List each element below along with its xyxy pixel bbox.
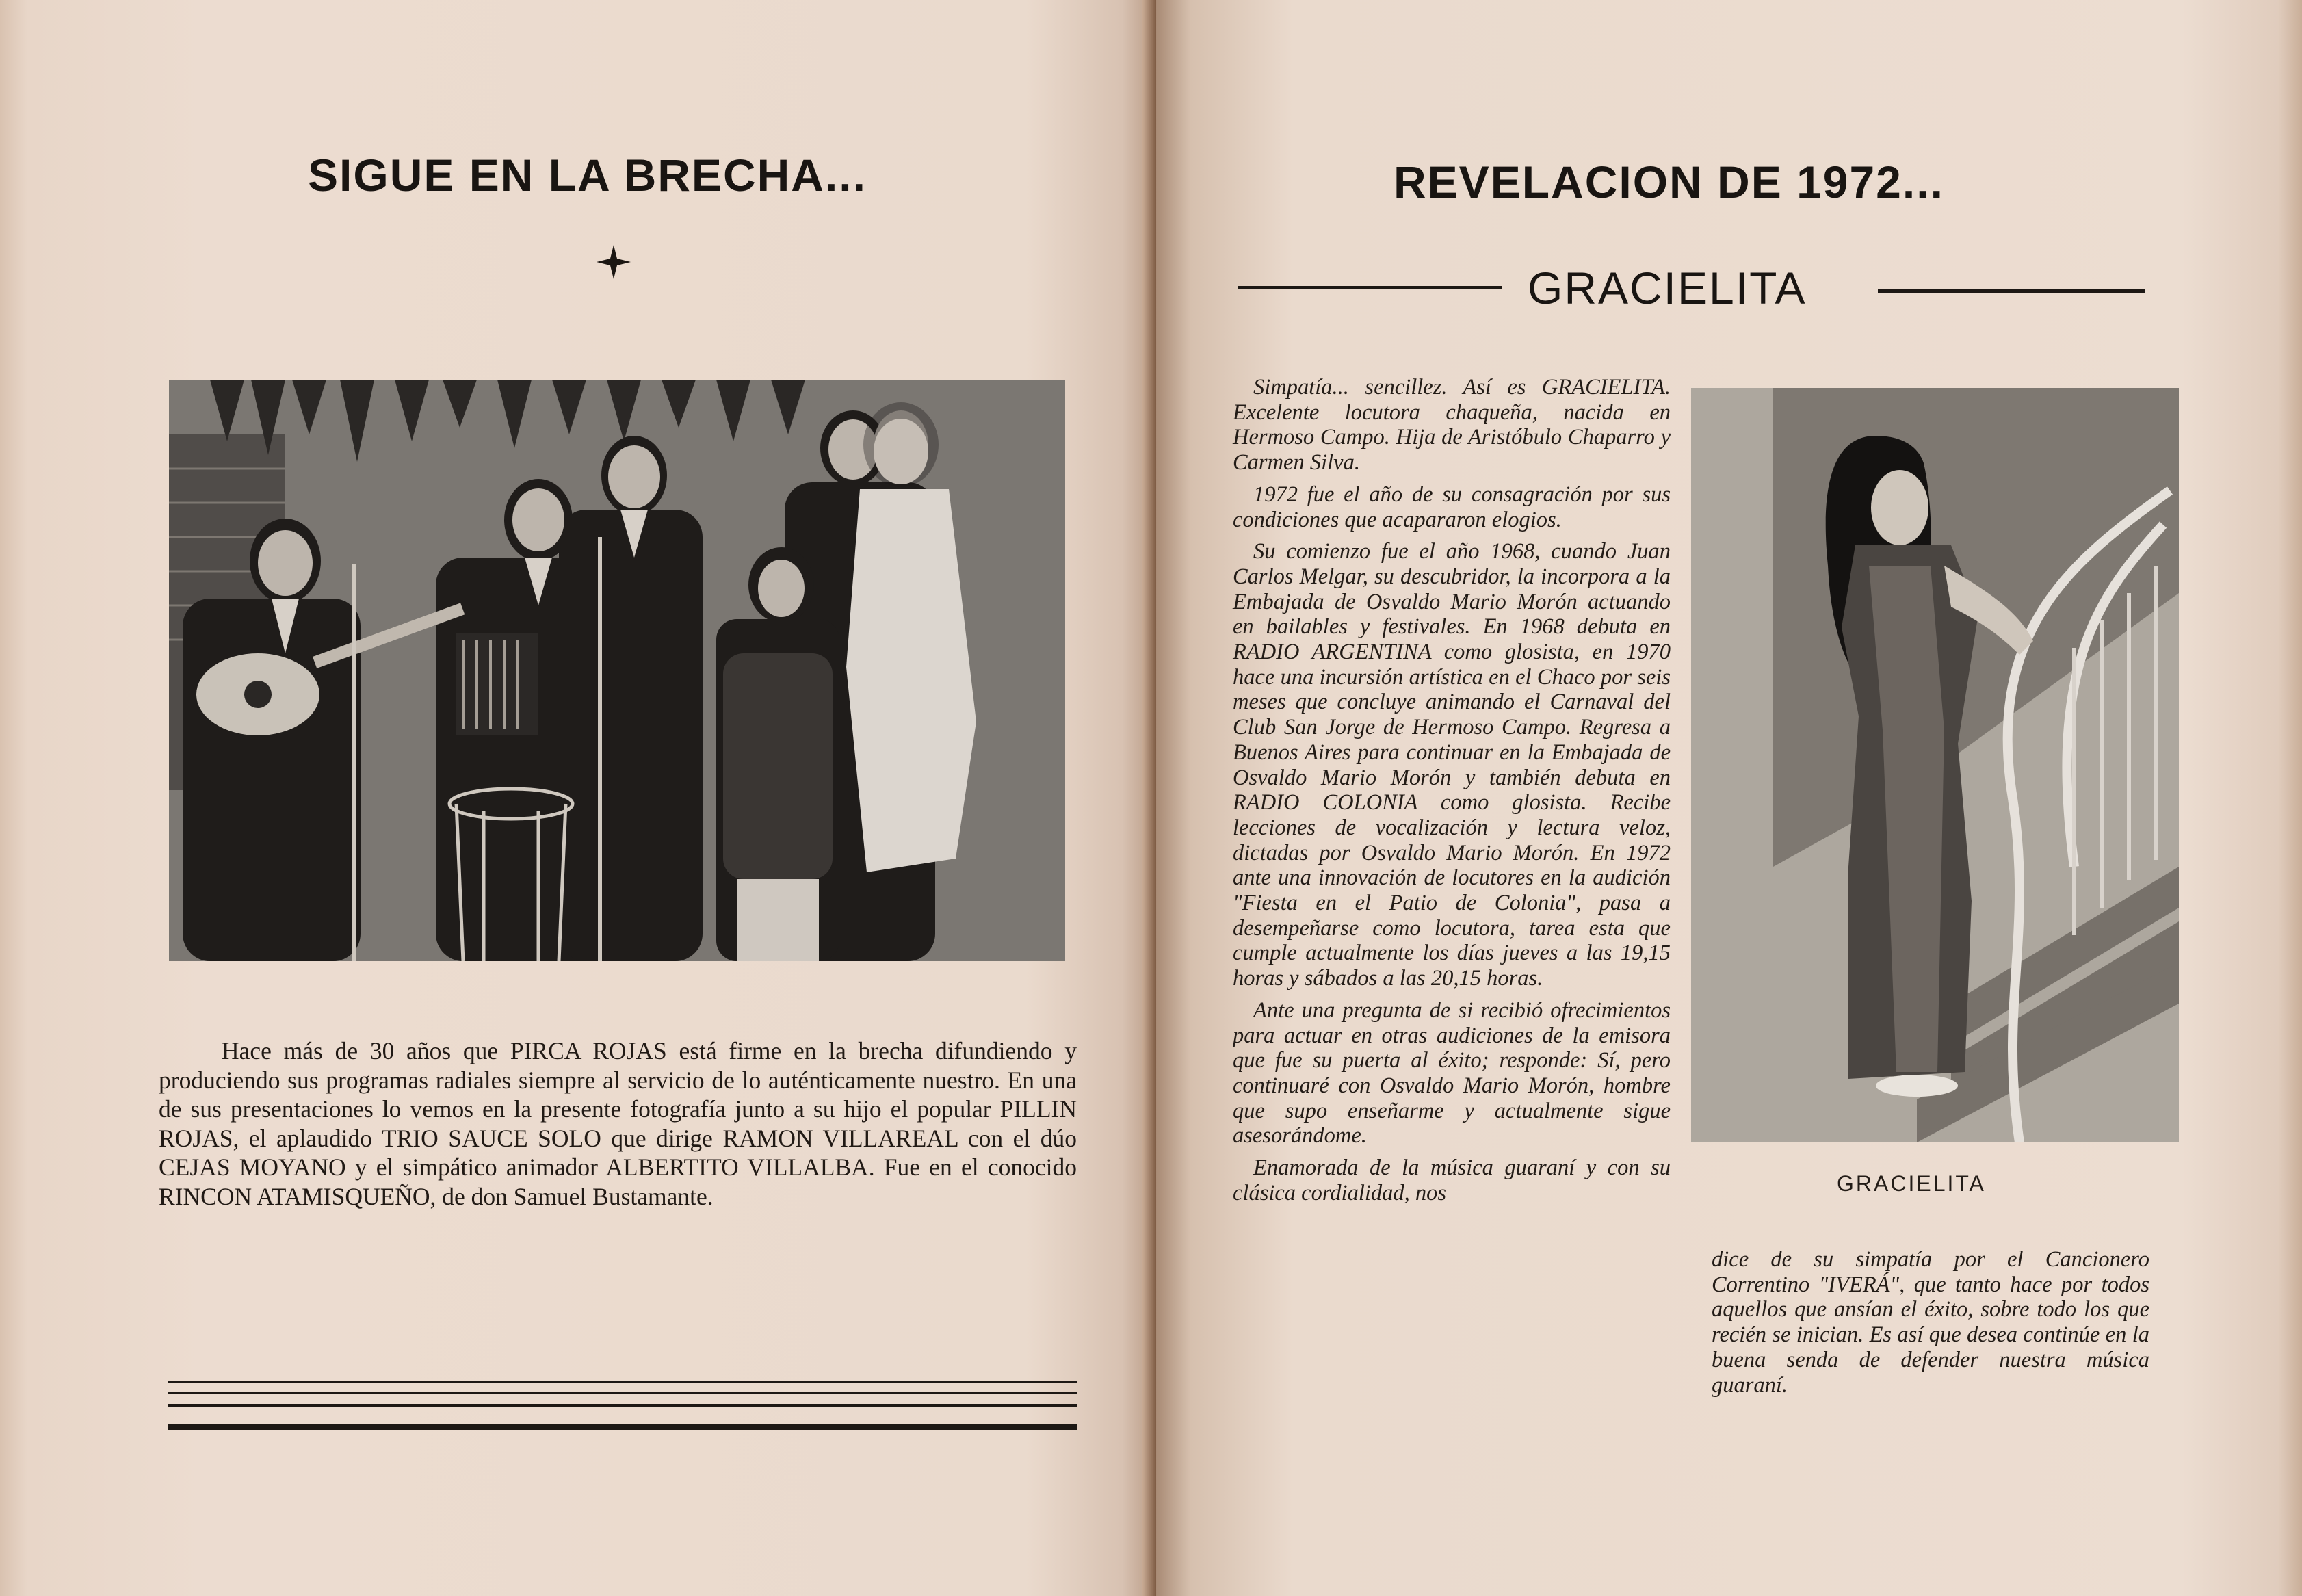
gracielita-photo xyxy=(1691,388,2179,1142)
four-point-star-icon xyxy=(597,245,631,287)
col1-paragraph: Simpatía... sencillez. Así es GRACIELITA. Excelente locutora chaqueña, nacida en Hermoso Campo. Hija de Aristóbulo Chaparro y Carmen Silva. xyxy=(1233,375,1671,475)
rule-4 xyxy=(168,1424,1077,1430)
subhead-rule-left xyxy=(1238,286,1502,289)
col1-paragraph: Enamorada de la música guaraní y con su clásica cordialidad, nos xyxy=(1233,1155,1671,1205)
subheading: GRACIELITA xyxy=(1528,263,1807,313)
col1-paragraph: Ante una pregunta de si recibió ofrecimientos para actuar en otras audiciones de la emisora que fue su puerta al éxito; responde: Sí, pero continuaré con Osvaldo Mario Morón, hombre que supo enseñarme y actualmente sigue asesorándome. xyxy=(1233,997,1671,1149)
col2-paragraph: dice de su simpatía por el Cancionero Correntino "IVERÁ", que tanto hace por todos aquellos que ansían el éxito, sobre todo los que recién se inician. Es así que desea continúe en la buena senda de defender nuestra música guaraní. xyxy=(1712,1247,2149,1398)
article-column-1 xyxy=(1233,375,1671,1213)
col1-paragraph: 1972 fue el año de su consagración por sus condiciones que acapararon elogios. xyxy=(1233,482,1671,532)
subhead-rule-right xyxy=(1878,289,2145,293)
right-page-title: REVELACION DE 1972... xyxy=(1394,157,1944,207)
col1-paragraph: Su comienzo fue el año 1968, cuando Juan Carlos Melgar, su descubridor, la incorpora a la Embajada de Osvaldo Mario Morón actuando en bailables y festivales. En 1968 debuta en RADIO ARGENTINA como glosista, en 1970 hace una incursión artística en el Chaco por seis meses que concluye animando el Carnaval del Club San Jorge de Hermoso Campo. Regresa a Buenos Aires para continuar en la Embajada de Osvaldo Mario Morón y también debuta en RADIO COLONIA como glosista. Recibe lecciones de vocalización y lectura veloz, dictadas por Osvaldo Mario Morón. En 1972 ante una innovación de locutores en la audición "Fiesta en el Patio de Colonia", pasa a desempeñarse como locutora, tarea esta que cumple actualmente los días jueves a las 19,15 horas y sábados a las 20,15 horas. xyxy=(1233,539,1671,991)
rule-1 xyxy=(168,1381,1077,1383)
musicians-photo xyxy=(169,380,1065,961)
left-page-title: SIGUE EN LA BRECHA... xyxy=(308,150,867,200)
rule-3 xyxy=(168,1404,1077,1407)
article-column-2 xyxy=(1712,1247,2149,1404)
rule-2 xyxy=(168,1392,1077,1394)
photo-caption: GRACIELITA xyxy=(1837,1171,1986,1196)
left-page-paragraph: Hace más de 30 años que PIRCA ROJAS está firme en la brecha difundiendo y produciendo sus programas radiales siempre al servicio de lo auténticamente nuestro. En una de sus presentaciones lo vemos en la presente fotografía junto a su hijo el popular PILLIN ROJAS, el aplaudido TRIO SAUCE SOLO que dirige RAMON VILLAREAL con el dúo CEJAS MOYANO y el simpático animador ALBERTITO VILLALBA. Fue en el conocido RINCON ATAMISQUEÑO, de don Samuel Bustamante. xyxy=(159,1037,1077,1210)
right-page xyxy=(1156,0,2302,1596)
